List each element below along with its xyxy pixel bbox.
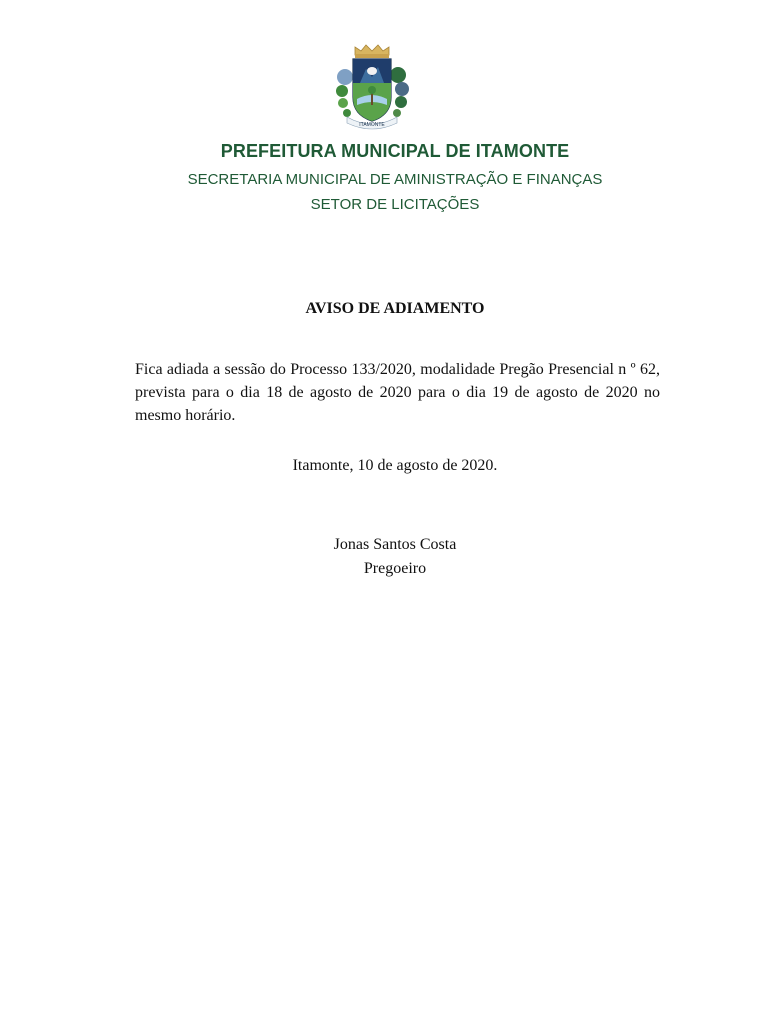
signer-name: Jonas Santos Costa bbox=[333, 536, 457, 553]
signer-role: Pregoeiro bbox=[363, 560, 427, 577]
secretariat-name: SECRETARIA MUNICIPAL DE AMINISTRAÇÃO E FINANÇAS bbox=[187, 171, 603, 188]
organization-title: PREFEITURA MUNICIPAL DE ITAMONTE bbox=[220, 141, 570, 161]
notice-title: AVISO DE ADIAMENTO bbox=[305, 300, 485, 317]
municipal-coat-of-arms-icon bbox=[331, 43, 413, 131]
sector-name: SETOR DE LICITAÇÕES bbox=[310, 196, 480, 213]
crest-motto: ITAMONTE bbox=[359, 122, 385, 128]
place-and-date: Itamonte, 10 de agosto de 2020. bbox=[292, 457, 498, 474]
notice-body: Fica adiada a sessão do Processo 133/2020, modalidade Pregão Presencial n º 62, prevista para o dia 18 de agosto de 2020 para o dia 19 de agosto de 2020 no mesmo horário. bbox=[135, 361, 660, 424]
